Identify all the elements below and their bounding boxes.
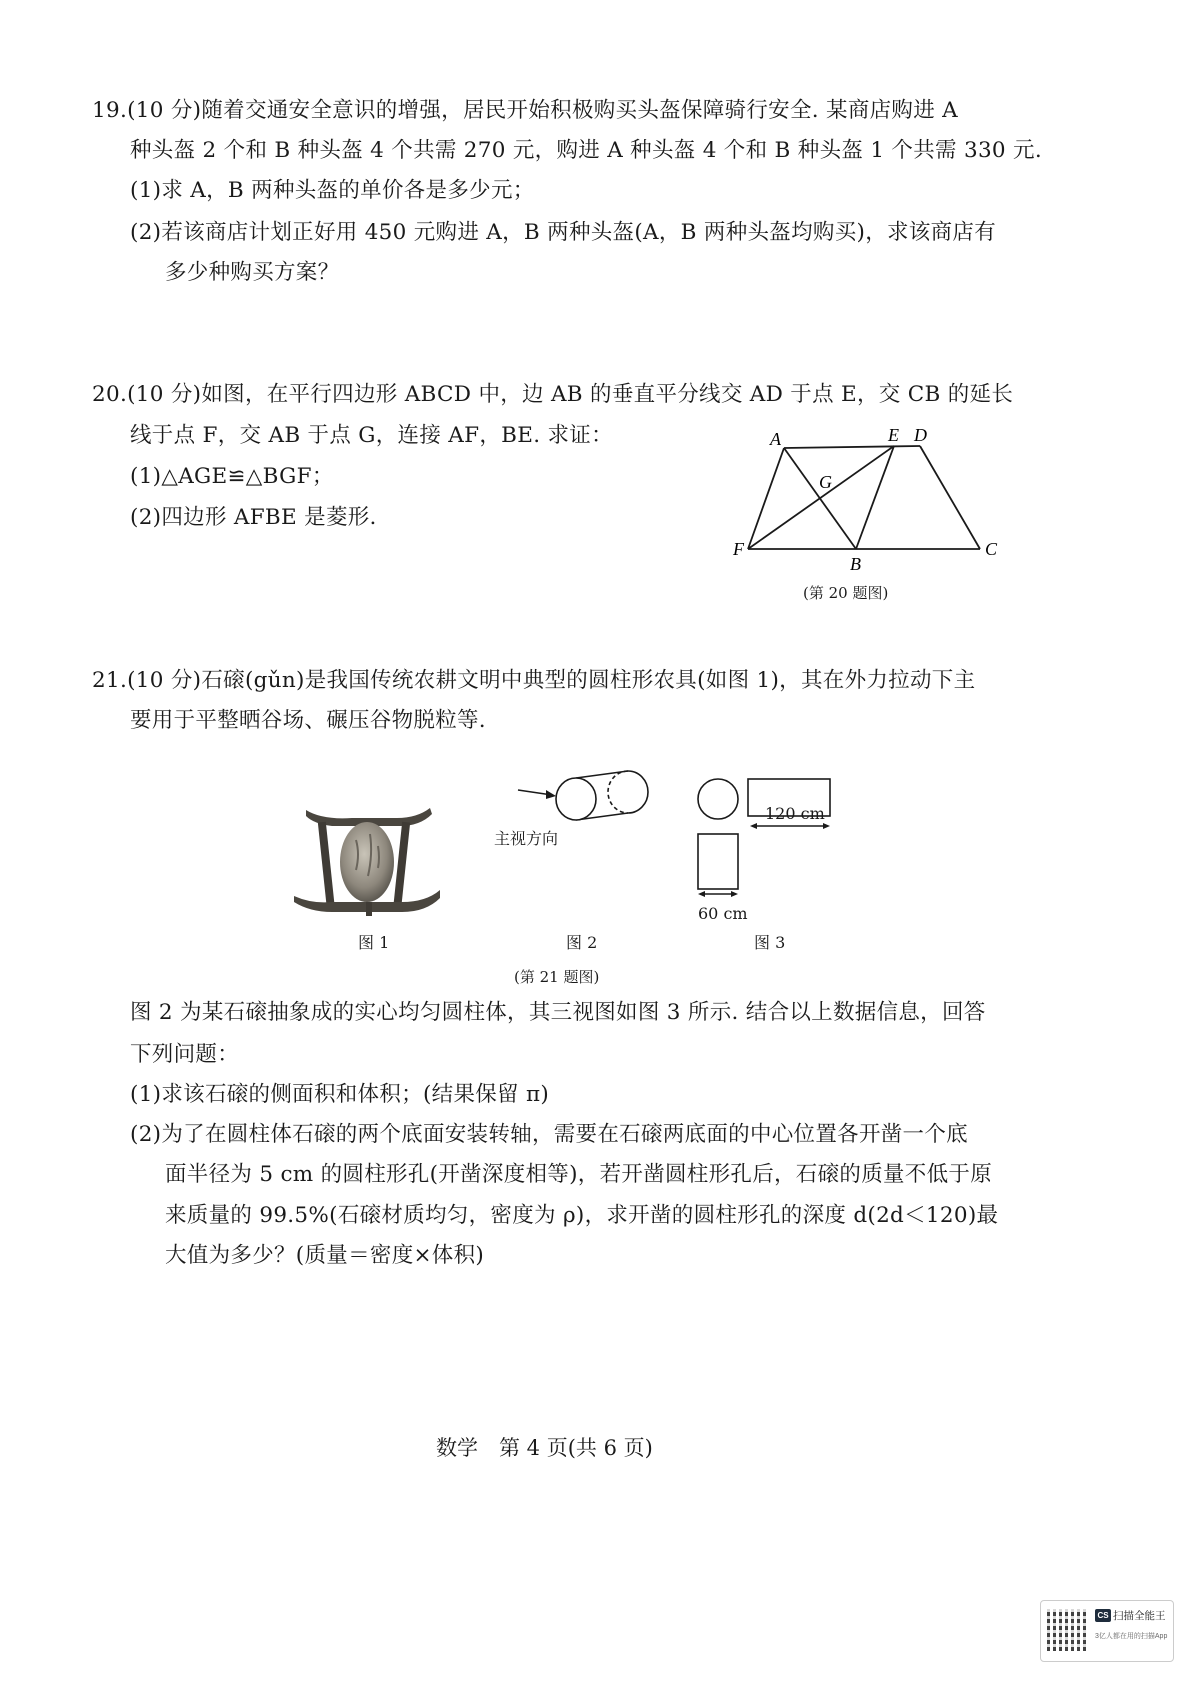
q19-line1: 19.(10 分)随着交通安全意识的增强，居民开始积极购买头盔保障骑行安全. 某商店购进 A bbox=[92, 98, 958, 123]
q19-part1: (1)求 A，B 两种头盔的单价各是多少元； bbox=[130, 178, 535, 203]
point-label-E: E bbox=[888, 425, 899, 445]
page-footer: 数学 第 4 页(共 6 页) bbox=[436, 1436, 653, 1460]
segment-DC bbox=[920, 446, 980, 549]
front-view-rectangle bbox=[698, 834, 738, 889]
q20-line1: 20.(10 分)如图，在平行四边形 ABCD 中，边 AB 的垂直平分线交 AD 于点 E，交 CB 的延长 bbox=[92, 382, 1014, 407]
segment-AF bbox=[748, 448, 784, 549]
q21-line2: 要用于平整晒谷场、碾压谷物脱粒等. bbox=[130, 708, 486, 733]
figure-2-label: 图 2 bbox=[566, 933, 598, 952]
dimension-60-label: 60 cm bbox=[698, 904, 748, 923]
q20-part2: (2)四边形 AFBE 是菱形. bbox=[130, 505, 377, 530]
point-label-A: A bbox=[770, 429, 781, 449]
figure-3-label: 图 3 bbox=[754, 933, 786, 952]
figure-20-diagram bbox=[730, 422, 1020, 582]
segment-EB bbox=[856, 446, 894, 549]
figure-20-caption: (第 20 题图) bbox=[803, 584, 889, 602]
point-label-C: C bbox=[985, 539, 998, 559]
camscanner-watermark bbox=[1040, 1600, 1174, 1662]
figure-1-stone-roller-image bbox=[292, 802, 442, 924]
qr-code-icon bbox=[1047, 1609, 1089, 1651]
cs-logo: CS bbox=[1095, 1609, 1111, 1622]
q21-desc-line2: 下列问题： bbox=[130, 1042, 240, 1067]
q21-part2-line4: 大值为多少？(质量＝密度×体积) bbox=[165, 1243, 485, 1268]
q21-line1: 21.(10 分)石磙(gǔn)是我国传统农耕文明中典型的圆柱形农具(如图 1)，其在外力拉动下主 bbox=[92, 668, 976, 693]
point-label-F: F bbox=[733, 539, 744, 559]
q21-part2-line1: (2)为了在圆柱体石磙的两个底面安装转轴，需要在石磙两底面的中心位置各开凿一个底 bbox=[130, 1122, 968, 1147]
badge-tagline: 3亿人都在用的扫描App bbox=[1095, 1633, 1168, 1640]
point-label-D: D bbox=[914, 425, 927, 445]
q20-part1: (1)△AGE≌△BGF； bbox=[130, 464, 334, 489]
point-label-B: B bbox=[850, 554, 861, 574]
q21-desc-line1: 图 2 为某石磙抽象成的实心均匀圆柱体，其三视图如图 3 所示. 结合以上数据信息，回答 bbox=[130, 1000, 986, 1025]
dimension-120-label: 120 cm bbox=[765, 804, 825, 823]
figure-21-caption: (第 21 题图) bbox=[514, 968, 600, 986]
q20-line2: 线于点 F，交 AB 于点 G，连接 AF，BE. 求证： bbox=[130, 423, 613, 448]
q21-part2-line2: 面半径为 5 cm 的圆柱形孔(开凿深度相等)，若开凿圆柱形孔后，石磙的质量不低于原 bbox=[165, 1162, 992, 1187]
point-label-G: G bbox=[819, 472, 832, 492]
q19-part2-line1: (2)若该商店计划正好用 450 元购进 A，B 两种头盔(A，B 两种头盔均购买)，求该商店有 bbox=[130, 220, 996, 245]
q21-part1: (1)求该石磙的侧面积和体积；(结果保留 π) bbox=[130, 1082, 550, 1107]
figure-1-label: 图 1 bbox=[358, 933, 390, 952]
side-view-circle bbox=[698, 779, 738, 819]
q19-line2: 种头盔 2 个和 B 种头盔 4 个共需 270 元，购进 A 种头盔 4 个和 B 种头盔 1 个共需 330 元. bbox=[130, 138, 1042, 163]
segment-FE bbox=[748, 446, 894, 549]
badge-app-name: 扫描全能王 bbox=[1113, 1610, 1166, 1622]
view-direction-arrow-icon bbox=[546, 790, 556, 799]
figure-3-three-views-diagram bbox=[690, 772, 840, 902]
view-direction-label: 主视方向 bbox=[494, 829, 559, 848]
segment-AD bbox=[784, 446, 920, 448]
q21-part2-line3: 来质量的 99.5%(石磙材质均匀，密度为 ρ)，求开凿的圆柱形孔的深度 d(2d＜120)最 bbox=[165, 1203, 999, 1228]
q19-part2-line2: 多少种购买方案？ bbox=[165, 260, 340, 285]
